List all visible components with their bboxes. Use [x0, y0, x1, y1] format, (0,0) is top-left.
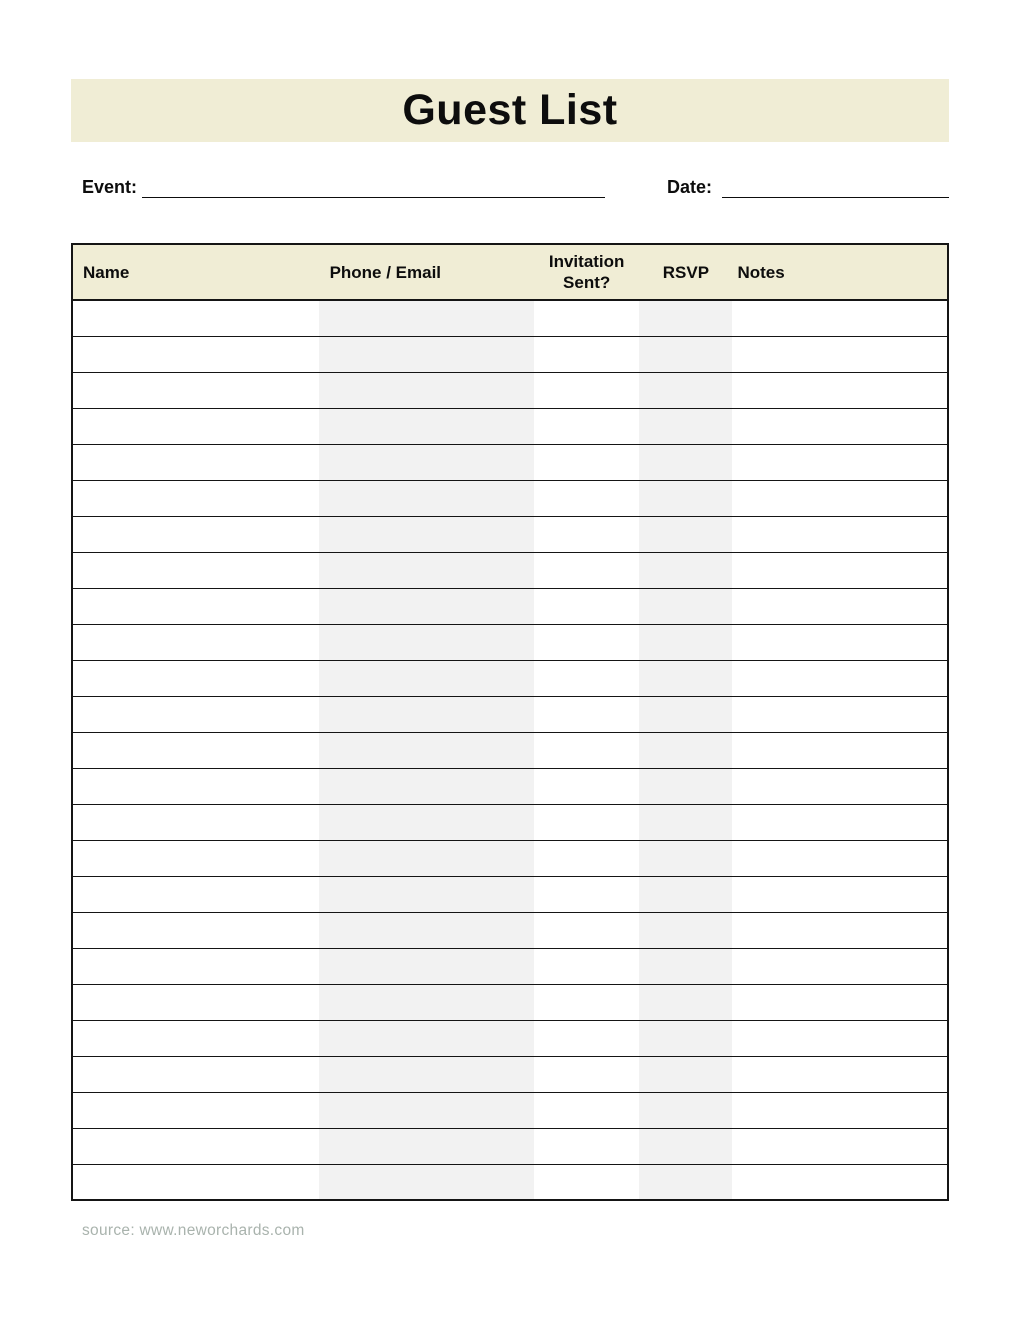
cell-phone-email[interactable] [319, 840, 534, 876]
cell-rsvp[interactable] [639, 1128, 732, 1164]
cell-rsvp[interactable] [639, 768, 732, 804]
cell-notes[interactable] [732, 984, 948, 1020]
cell-invitation-sent[interactable] [534, 1020, 639, 1056]
cell-phone-email[interactable] [319, 804, 534, 840]
cell-notes[interactable] [732, 876, 948, 912]
table-row [72, 1056, 948, 1092]
cell-notes[interactable] [732, 516, 948, 552]
source-note: source: www.neworchards.com [82, 1222, 305, 1239]
cell-rsvp[interactable] [639, 516, 732, 552]
cell-rsvp[interactable] [639, 840, 732, 876]
cell-notes[interactable] [732, 480, 948, 516]
cell-name[interactable] [72, 588, 319, 624]
cell-notes[interactable] [732, 912, 948, 948]
cell-phone-email[interactable] [319, 1128, 534, 1164]
cell-name[interactable] [72, 804, 319, 840]
cell-phone-email[interactable] [319, 552, 534, 588]
cell-rsvp[interactable] [639, 1020, 732, 1056]
cell-rsvp[interactable] [639, 1092, 732, 1128]
cell-invitation-sent[interactable] [534, 840, 639, 876]
cell-name[interactable] [72, 1020, 319, 1056]
cell-name[interactable] [72, 696, 319, 732]
cell-rsvp[interactable] [639, 984, 732, 1020]
table-row [72, 876, 948, 912]
cell-rsvp[interactable] [639, 336, 732, 372]
column-header-rsvp: RSVP [662, 262, 710, 282]
cell-phone-email[interactable] [319, 624, 534, 660]
cell-invitation-sent[interactable] [534, 984, 639, 1020]
table-row [72, 696, 948, 732]
cell-notes[interactable] [732, 588, 948, 624]
table-row [72, 444, 948, 480]
table-row [72, 768, 948, 804]
table-row [72, 516, 948, 552]
cell-invitation-sent[interactable] [534, 660, 639, 696]
cell-invitation-sent[interactable] [534, 768, 639, 804]
cell-invitation-sent[interactable] [534, 696, 639, 732]
cell-rsvp[interactable] [639, 624, 732, 660]
table-row [72, 984, 948, 1020]
cell-invitation-sent[interactable] [534, 1092, 639, 1128]
cell-rsvp[interactable] [639, 660, 732, 696]
cell-rsvp[interactable] [639, 552, 732, 588]
cell-name[interactable] [72, 372, 319, 408]
table-row [72, 660, 948, 696]
cell-invitation-sent[interactable] [534, 480, 639, 516]
cell-phone-email[interactable] [319, 732, 534, 768]
cell-invitation-sent[interactable] [534, 372, 639, 408]
column-header-notes: Notes [737, 262, 785, 282]
cell-name[interactable] [72, 624, 319, 660]
table-row [72, 1020, 948, 1056]
cell-invitation-sent[interactable] [534, 588, 639, 624]
cell-name[interactable] [72, 552, 319, 588]
cell-name[interactable] [72, 948, 319, 984]
cell-phone-email[interactable] [319, 480, 534, 516]
cell-rsvp[interactable] [639, 300, 732, 336]
table-row [72, 300, 948, 336]
cell-name[interactable] [72, 300, 319, 336]
table-row [72, 480, 948, 516]
cell-invitation-sent[interactable] [534, 516, 639, 552]
table-row [72, 408, 948, 444]
cell-notes[interactable] [732, 840, 948, 876]
event-label: Event: [82, 177, 138, 197]
cell-phone-email[interactable] [319, 444, 534, 480]
table-row [72, 840, 948, 876]
cell-rsvp[interactable] [639, 408, 732, 444]
cell-invitation-sent[interactable] [534, 732, 639, 768]
cell-rsvp[interactable] [639, 444, 732, 480]
cell-name[interactable] [72, 984, 319, 1020]
cell-notes[interactable] [732, 768, 948, 804]
cell-invitation-sent[interactable] [534, 876, 639, 912]
cell-phone-email[interactable] [319, 1020, 534, 1056]
cell-phone-email[interactable] [319, 876, 534, 912]
cell-invitation-sent[interactable] [534, 1128, 639, 1164]
cell-phone-email[interactable] [319, 696, 534, 732]
cell-rsvp[interactable] [639, 912, 732, 948]
cell-invitation-sent[interactable] [534, 408, 639, 444]
cell-phone-email[interactable] [319, 300, 534, 336]
cell-invitation-sent[interactable] [534, 1164, 639, 1200]
cell-rsvp[interactable] [639, 804, 732, 840]
cell-rsvp[interactable] [639, 588, 732, 624]
cell-notes[interactable] [732, 1092, 948, 1128]
cell-phone-email[interactable] [319, 912, 534, 948]
cell-notes[interactable] [732, 408, 948, 444]
cell-name[interactable] [72, 336, 319, 372]
cell-invitation-sent[interactable] [534, 912, 639, 948]
cell-name[interactable] [72, 912, 319, 948]
table-row [72, 1128, 948, 1164]
cell-notes[interactable] [732, 336, 948, 372]
cell-name[interactable] [72, 480, 319, 516]
table-row [72, 1164, 948, 1200]
cell-invitation-sent[interactable] [534, 1056, 639, 1092]
table-row [72, 948, 948, 984]
cell-phone-email[interactable] [319, 768, 534, 804]
cell-name[interactable] [72, 660, 319, 696]
cell-phone-email[interactable] [319, 948, 534, 984]
cell-name[interactable] [72, 1056, 319, 1092]
cell-phone-email[interactable] [319, 516, 534, 552]
cell-notes[interactable] [732, 1056, 948, 1092]
cell-notes[interactable] [732, 1164, 948, 1200]
cell-name[interactable] [72, 732, 319, 768]
cell-phone-email[interactable] [319, 1164, 534, 1200]
cell-rsvp[interactable] [639, 876, 732, 912]
table-row [72, 732, 948, 768]
cell-notes[interactable] [732, 624, 948, 660]
cell-notes[interactable] [732, 444, 948, 480]
cell-invitation-sent[interactable] [534, 336, 639, 372]
column-header-invitation-sent: Invitation Sent? [548, 252, 625, 292]
cell-invitation-sent[interactable] [534, 300, 639, 336]
cell-invitation-sent[interactable] [534, 444, 639, 480]
table-row [72, 912, 948, 948]
cell-rsvp[interactable] [639, 732, 732, 768]
cell-phone-email[interactable] [319, 588, 534, 624]
cell-rsvp[interactable] [639, 480, 732, 516]
cell-notes[interactable] [732, 1020, 948, 1056]
cell-rsvp[interactable] [639, 372, 732, 408]
cell-notes[interactable] [732, 732, 948, 768]
cell-name[interactable] [72, 444, 319, 480]
cell-phone-email[interactable] [319, 1092, 534, 1128]
guest-table [71, 243, 949, 1201]
cell-name[interactable] [72, 876, 319, 912]
cell-invitation-sent[interactable] [534, 804, 639, 840]
cell-name[interactable] [72, 768, 319, 804]
cell-rsvp[interactable] [639, 948, 732, 984]
cell-notes[interactable] [732, 372, 948, 408]
table-row [72, 1092, 948, 1128]
date-label: Date: [667, 177, 713, 197]
cell-notes[interactable] [732, 300, 948, 336]
cell-name[interactable] [72, 840, 319, 876]
cell-invitation-sent[interactable] [534, 552, 639, 588]
cell-notes[interactable] [732, 660, 948, 696]
title-band [71, 79, 949, 142]
table-row [72, 372, 948, 408]
cell-rsvp[interactable] [639, 1164, 732, 1200]
cell-notes[interactable] [732, 804, 948, 840]
cell-invitation-sent[interactable] [534, 624, 639, 660]
cell-name[interactable] [72, 1164, 319, 1200]
page-title: Guest List [402, 86, 618, 134]
table-row [72, 588, 948, 624]
cell-phone-email[interactable] [319, 408, 534, 444]
event-fill-line[interactable] [142, 197, 605, 198]
cell-rsvp[interactable] [639, 696, 732, 732]
cell-phone-email[interactable] [319, 336, 534, 372]
cell-name[interactable] [72, 1128, 319, 1164]
column-header-name: Name [83, 262, 130, 282]
date-fill-line[interactable] [722, 197, 949, 198]
cell-phone-email[interactable] [319, 372, 534, 408]
cell-rsvp[interactable] [639, 1056, 732, 1092]
cell-phone-email[interactable] [319, 1056, 534, 1092]
cell-notes[interactable] [732, 552, 948, 588]
cell-notes[interactable] [732, 948, 948, 984]
cell-notes[interactable] [732, 1128, 948, 1164]
header-row [72, 244, 948, 300]
table-row [72, 552, 948, 588]
cell-phone-email[interactable] [319, 984, 534, 1020]
cell-notes[interactable] [732, 696, 948, 732]
table-row [72, 804, 948, 840]
cell-name[interactable] [72, 408, 319, 444]
cell-name[interactable] [72, 516, 319, 552]
column-header-phone-email: Phone / Email [329, 262, 442, 282]
cell-invitation-sent[interactable] [534, 948, 639, 984]
cell-phone-email[interactable] [319, 660, 534, 696]
cell-name[interactable] [72, 1092, 319, 1128]
table-row [72, 624, 948, 660]
table-row [72, 336, 948, 372]
guest-table-body [72, 300, 948, 1200]
